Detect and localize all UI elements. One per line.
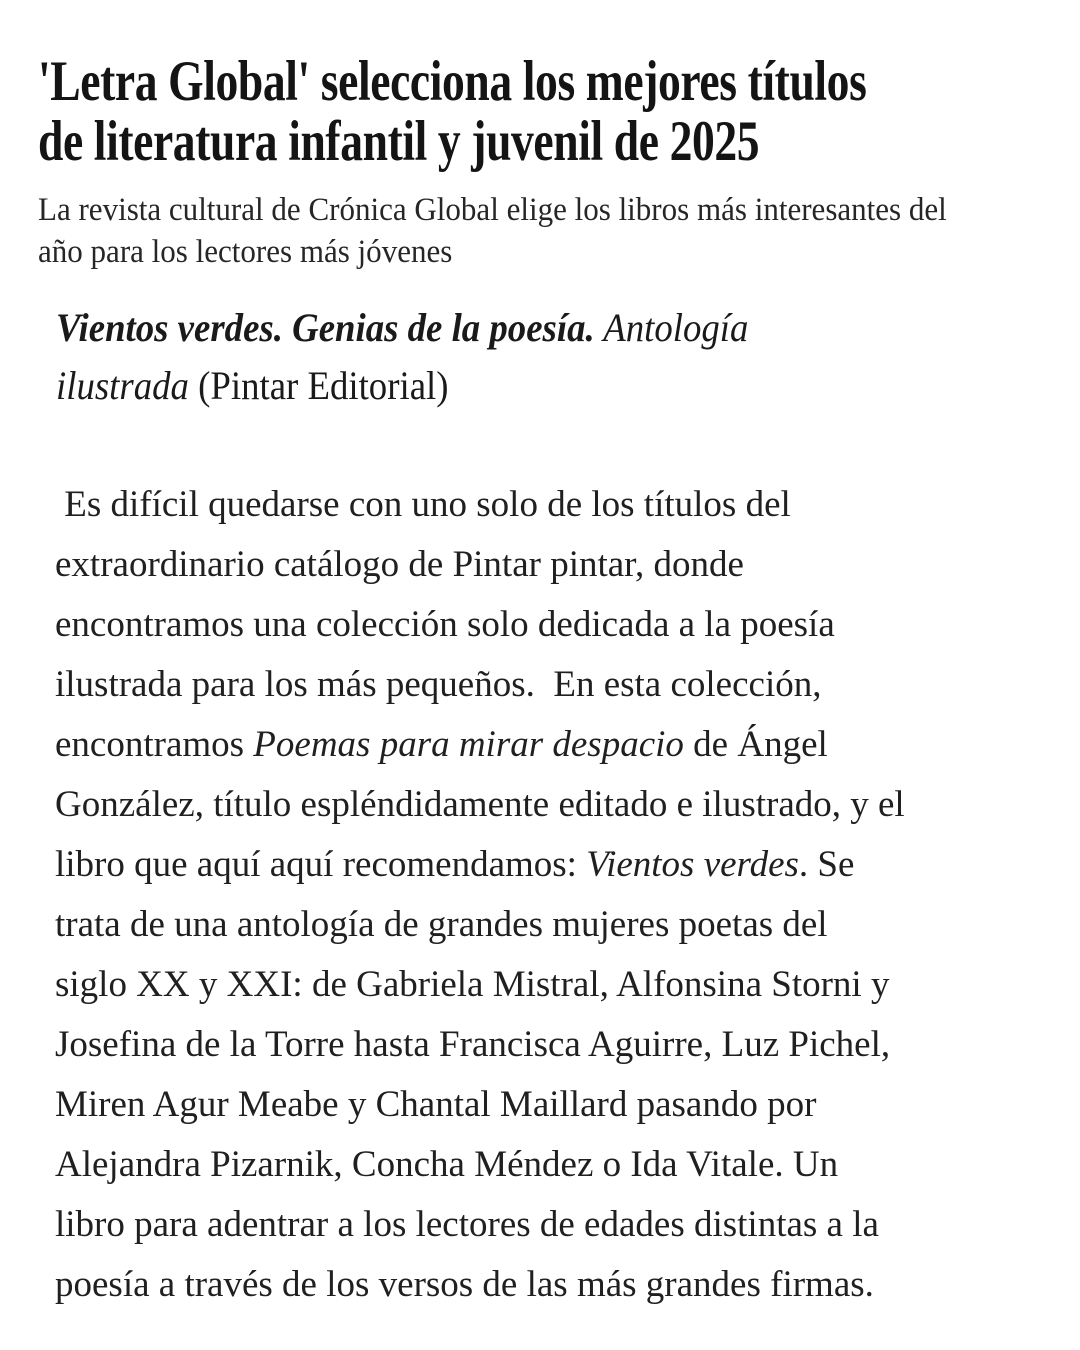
body-line	[55, 595, 1050, 655]
body-line	[55, 1255, 1050, 1315]
body-line	[55, 895, 1050, 955]
text-segment: Josefina de la Torre hasta Francisca Aguirre, Luz Pichel,	[55, 1024, 891, 1065]
body-line	[55, 1135, 1050, 1195]
text-segment: Miren Agur Meabe y Chantal Maillard pasando por	[55, 1084, 817, 1125]
text-segment: libro para adentrar a los lectores de edades distintas a la	[55, 1204, 879, 1245]
text-segment: Vientos verdes. Genias de la poesía.	[56, 305, 595, 350]
body-line	[55, 1015, 1050, 1075]
body-line	[55, 835, 1050, 895]
article-subtitle	[38, 189, 1050, 273]
text-segment: encontramos una colección solo dedicada a la poesía	[55, 604, 835, 645]
body-line	[55, 655, 1050, 715]
text-segment: González, título espléndidamente editado e ilustrado, y el	[55, 784, 905, 825]
deck-line	[56, 357, 970, 415]
text-segment: ilustrada	[56, 363, 189, 408]
body-line	[55, 1075, 1050, 1135]
headline-line: de literatura infantil y juvenil de 2025	[38, 110, 760, 173]
text-segment: encontramos	[55, 724, 254, 765]
body-line	[55, 955, 1050, 1015]
text-segment: Poemas para mirar despacio	[253, 724, 684, 765]
body-line	[55, 475, 1050, 535]
text-segment: extraordinario catálogo de Pintar pintar, donde	[55, 544, 744, 585]
text-segment: poesía a través de los versos de las más grandes firmas.	[55, 1264, 874, 1305]
body-line	[55, 775, 1050, 835]
text-segment: Es difícil quedarse con uno solo de los títulos del	[55, 484, 791, 525]
text-segment: . Se	[798, 844, 855, 885]
body-line	[55, 535, 1050, 595]
text-segment: Vientos verdes	[586, 844, 799, 885]
text-segment: Alejandra Pizarnik, Concha Méndez o Ida Vitale. Un	[55, 1144, 839, 1185]
text-segment: (Pintar Editorial)	[188, 363, 449, 408]
subtitle-line: año para los lectores más jóvenes	[38, 234, 453, 270]
text-segment: libro que aquí aquí recomendamos:	[55, 844, 587, 885]
body-line	[55, 715, 1050, 775]
text-segment: trata de una antología de grandes mujeres poetas del	[55, 904, 828, 945]
article-headline	[38, 52, 1050, 172]
text-segment: siglo XX y XXI: de Gabriela Mistral, Alfonsina Storni y	[55, 964, 890, 1005]
deck-line	[56, 299, 970, 357]
article-deck	[56, 299, 1050, 415]
text-segment: ilustrada para los más pequeños. En esta colección,	[55, 664, 822, 705]
text-segment: de Ángel	[683, 724, 828, 765]
article-body	[55, 475, 1050, 1315]
headline-line: 'Letra Global' selecciona los mejores títulos	[38, 50, 867, 113]
subtitle-line: La revista cultural de Crónica Global elige los libros más interesantes del	[38, 192, 947, 228]
body-line	[55, 1195, 1050, 1255]
text-segment: Antología	[594, 305, 749, 350]
